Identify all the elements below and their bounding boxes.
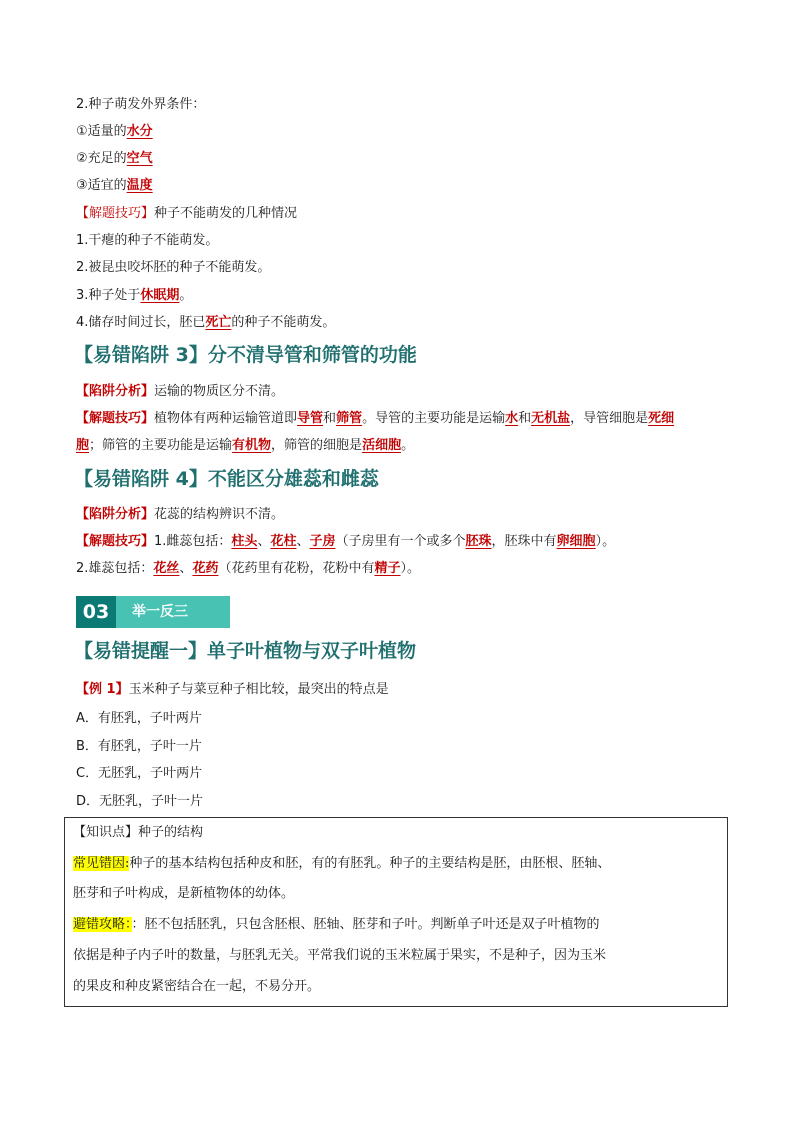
tip-text: ，筛管的细胞是 bbox=[271, 438, 363, 453]
case-post: 的种子不能萌发。 bbox=[231, 315, 336, 330]
avoid-text: ：胚不包括胚乳，只包含胚根、胚轴、胚芽和子叶。判断单子叶还是双子叶植物的 bbox=[131, 917, 600, 932]
tip-text: ；筛管的主要功能是运输 bbox=[89, 438, 233, 453]
condition-keyword: 水分 bbox=[126, 124, 153, 139]
tip-text: 和 bbox=[323, 411, 337, 426]
keyword-filament: 花丝 bbox=[153, 561, 180, 576]
tip-label: 【解题技巧】 bbox=[76, 206, 155, 221]
analysis-label: 【陷阱分析】 bbox=[76, 507, 155, 522]
trap4-pistil bbox=[76, 533, 615, 551]
case-pre: 4.储存时间过长，胚已 bbox=[76, 315, 206, 330]
keyword-sperm: 精子 bbox=[374, 561, 401, 576]
avoid-line-2: 依据是种子内子叶的数量，与胚乳无关。平常我们说的玉米粒属于果实，不是种子，因为玉米 bbox=[73, 948, 607, 963]
analysis-text: 花蕊的结构辨识不清。 bbox=[154, 507, 285, 522]
keyword-water: 水 bbox=[505, 411, 519, 426]
mistake-label: 常见错因: bbox=[73, 856, 130, 871]
mistake-line-1 bbox=[73, 855, 610, 873]
stamen-text: 2.雄蕊包括： bbox=[76, 561, 154, 576]
tip-text: 。导管的主要功能是运输 bbox=[362, 411, 506, 426]
knowledge-title: 【知识点】种子的结构 bbox=[73, 825, 204, 840]
section-banner bbox=[76, 596, 230, 628]
tip-text: 和 bbox=[518, 411, 532, 426]
keyword-dead-cell: 死细 bbox=[648, 411, 675, 426]
germination-tip bbox=[76, 205, 297, 223]
case-keyword: 死亡 bbox=[205, 315, 232, 330]
trap3-analysis bbox=[76, 383, 284, 401]
mistake-text: 种子的基本结构包括种皮和胚，有的有胚乳。种子的主要结构是胚，由胚根、胚轴、 bbox=[129, 856, 611, 871]
condition-1 bbox=[76, 123, 153, 141]
option-d: D．无胚乳，子叶一片 bbox=[76, 794, 204, 809]
condition-prefix: ①适量的 bbox=[76, 124, 127, 139]
case-3 bbox=[76, 287, 192, 305]
stamen-text: 、 bbox=[179, 561, 193, 576]
tip-label: 【解题技巧】 bbox=[76, 534, 155, 549]
example-label: 【例 1】 bbox=[76, 682, 129, 697]
stamen-text: （花药里有花粉，花粉中有 bbox=[218, 561, 375, 576]
pistil-text: （子房里有一个或多个 bbox=[335, 534, 466, 549]
keyword-stigma: 柱头 bbox=[231, 534, 258, 549]
case-2: 2.被昆虫咬坏胚的种子不能萌发。 bbox=[76, 260, 271, 275]
keyword-anther: 花药 bbox=[192, 561, 219, 576]
case-4 bbox=[76, 314, 335, 332]
section-number: 03 bbox=[76, 596, 116, 628]
keyword-organic: 有机物 bbox=[232, 438, 272, 453]
germination-title: 2.种子萌发外界条件： bbox=[76, 97, 206, 112]
pistil-text: 、 bbox=[257, 534, 271, 549]
tip-text: ，导管细胞是 bbox=[570, 411, 649, 426]
trap3-tip-line2 bbox=[76, 437, 414, 455]
pistil-text: ，胚珠中有 bbox=[491, 534, 557, 549]
analysis-label: 【陷阱分析】 bbox=[76, 384, 155, 399]
question-text: 玉米种子与菜豆种子相比较，最突出的特点是 bbox=[128, 682, 389, 697]
pistil-text: 、 bbox=[296, 534, 310, 549]
example1-question bbox=[76, 681, 389, 699]
mistake-line-2: 胚芽和子叶构成，是新植物体的幼体。 bbox=[73, 886, 295, 901]
knowledge-box bbox=[64, 817, 728, 1007]
condition-prefix: ②充足的 bbox=[76, 151, 127, 166]
trap3-tip-line1 bbox=[76, 410, 674, 428]
case-keyword: 休眠期 bbox=[140, 288, 180, 303]
option-a: A．有胚乳，子叶两片 bbox=[76, 711, 202, 726]
trap4-analysis bbox=[76, 506, 284, 524]
stamen-text: ）。 bbox=[400, 561, 420, 576]
avoid-line-1 bbox=[73, 916, 600, 934]
case-1: 1.干瘪的种子不能萌发。 bbox=[76, 233, 219, 248]
tip-label: 【解题技巧】 bbox=[76, 411, 155, 426]
condition-3 bbox=[76, 177, 153, 195]
condition-prefix: ③适宜的 bbox=[76, 178, 127, 193]
pistil-text: ）。 bbox=[595, 534, 616, 549]
condition-2 bbox=[76, 150, 153, 168]
condition-keyword: 空气 bbox=[126, 151, 153, 166]
keyword-ovary: 子房 bbox=[309, 534, 336, 549]
avoid-label: 避错攻略： bbox=[73, 917, 132, 932]
keyword-living-cell: 活细胞 bbox=[362, 438, 402, 453]
case-post: 。 bbox=[179, 288, 193, 303]
keyword-ovule: 胚珠 bbox=[465, 534, 492, 549]
keyword-vessel: 导管 bbox=[297, 411, 324, 426]
keyword-sieve-tube: 筛管 bbox=[336, 411, 363, 426]
keyword-style: 花柱 bbox=[270, 534, 297, 549]
pistil-text: 1.雌蕊包括： bbox=[154, 534, 232, 549]
keyword-dead-cell-end: 胞 bbox=[76, 438, 90, 453]
case-pre: 3.种子处于 bbox=[76, 288, 141, 303]
keyword-inorganic-salt: 无机盐 bbox=[531, 411, 571, 426]
analysis-text: 运输的物质区分不清。 bbox=[154, 384, 285, 399]
tip-text: 植物体有两种运输管道即 bbox=[154, 411, 298, 426]
reminder1-heading: 【易错提醒一】单子叶植物与双子叶植物 bbox=[74, 640, 417, 662]
condition-keyword: 温度 bbox=[126, 178, 153, 193]
tip-text: 。 bbox=[401, 438, 415, 453]
trap3-heading: 【易错陷阱 3】分不清导管和筛管的功能 bbox=[74, 344, 417, 366]
keyword-egg-cell: 卵细胞 bbox=[556, 534, 596, 549]
tip-text: 种子不能萌发的几种情况 bbox=[154, 206, 298, 221]
option-b: B．有胚乳，子叶一片 bbox=[76, 739, 202, 754]
option-c: C．无胚乳，子叶两片 bbox=[76, 766, 203, 781]
avoid-line-3: 的果皮和种皮紧密结合在一起，不易分开。 bbox=[73, 979, 321, 994]
trap4-heading: 【易错陷阱 4】不能区分雄蕊和雌蕊 bbox=[74, 468, 379, 490]
section-title: 举一反三 bbox=[116, 596, 230, 628]
trap4-stamen bbox=[76, 560, 420, 578]
